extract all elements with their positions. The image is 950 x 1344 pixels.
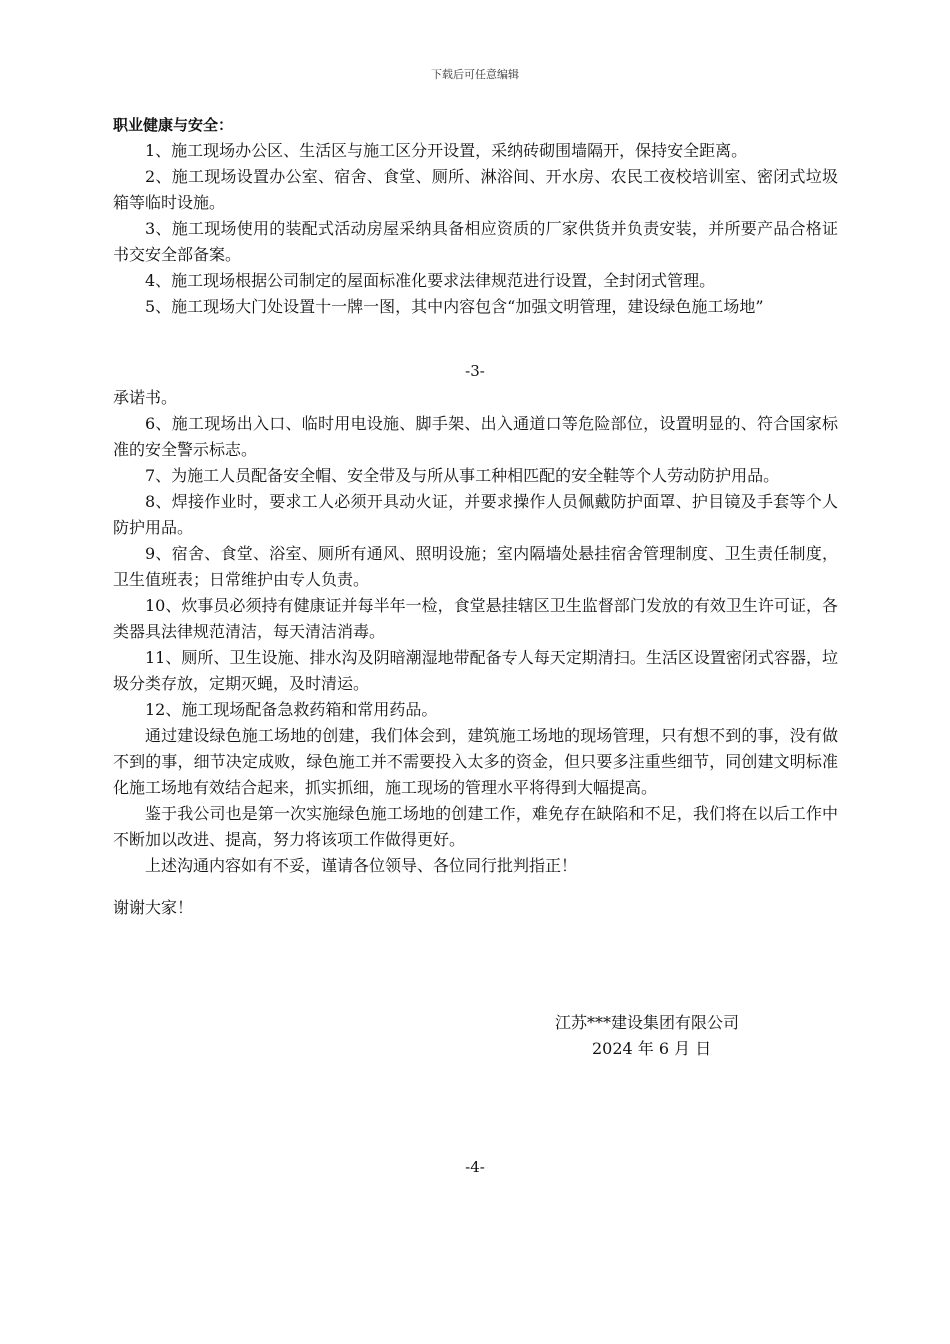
paragraph-item-7: 7、为施工人员配备安全帽、安全带及与所从事工种相匹配的安全鞋等个人劳动防护用品。 (145, 466, 780, 485)
paragraph-item-1: 1、施工现场办公区、生活区与施工区分开设置，采纳砖砌围墙隔开，保持安全距离。 (145, 141, 748, 160)
paragraph-item-8: 8、焊接作业时，要求工人必须开具动火证，并要求操作人员佩戴防护面罩、护目镜及手套等个人防护用品。 (113, 492, 838, 537)
page-number-3: -3- (465, 362, 485, 380)
paragraph-request: 上述沟通内容如有不妥，谨请各位领导、各位同行批判指正！ (145, 856, 578, 875)
section-title: 职业健康与安全： (113, 116, 234, 134)
page-4-content (113, 385, 838, 921)
paragraph-continuation: 承诺书。 (113, 388, 178, 407)
company-name: 江苏***建设集团有限公司 (555, 1013, 740, 1032)
closing-thanks: 谢谢大家！ (113, 898, 194, 917)
page-number-4: -4- (465, 1158, 485, 1176)
signature-block (555, 1010, 739, 1062)
page-3-content (113, 112, 838, 320)
paragraph-item-5: 5、施工现场大门处设置十一牌一图，其中内容包含“加强文明管理，建设绿色施工场地” (145, 297, 764, 316)
paragraph-item-11: 11、厕所、卫生设施、排水沟及阴暗潮湿地带配备专人每天定期清扫。生活区设置密闭式容器，垃圾分类存放，定期灭蝇，及时清运。 (113, 648, 838, 693)
paragraph-summary: 通过建设绿色施工场地的创建，我们体会到，建筑施工场地的现场管理，只有想不到的事，没有做不到的事，细节决定成败，绿色施工并不需要投入太多的资金，但只要多注重些细节，同创建文明标准化施工场地有效结合起来，抓实抓细，施工现场的管理水平将得到大幅提高。 (113, 726, 838, 797)
signature-date: 2024 年 6 月 日 (592, 1039, 712, 1058)
paragraph-item-6: 6、施工现场出入口、临时用电设施、脚手架、出入通道口等危险部位，设置明显的、符合国家标准的安全警示标志。 (113, 414, 838, 459)
paragraph-item-12: 12、施工现场配备急救药箱和常用药品。 (145, 700, 438, 719)
paragraph-item-4: 4、施工现场根据公司制定的屋面标准化要求法律规范进行设置，全封闭式管理。 (145, 271, 716, 290)
paragraph-item-2: 2、施工现场设置办公室、宿舍、食堂、厕所、淋浴间、开水房、农民工夜校培训室、密闭式垃圾箱等临时设施。 (113, 167, 838, 212)
paragraph-item-10: 10、炊事员必须持有健康证并每半年一检，食堂悬挂辖区卫生监督部门发放的有效卫生许可证，各类器具法律规范清洁，每天清洁消毒。 (113, 596, 838, 641)
paragraph-item-3: 3、施工现场使用的装配式活动房屋采纳具备相应资质的厂家供货并负责安装，并所要产品合格证书交安全部备案。 (113, 219, 838, 264)
paragraph-item-9: 9、宿舍、食堂、浴室、厕所有通风、照明设施；室内隔墙处悬挂宿舍管理制度、卫生责任制度，卫生值班表；日常维护由专人负责。 (113, 544, 838, 589)
paragraph-improvement: 鉴于我公司也是第一次实施绿色施工场地的创建工作，难免存在缺陷和不足，我们将在以后工作中不断加以改进、提高，努力将该项工作做得更好。 (113, 804, 838, 849)
header-note: 下载后可任意编辑 (431, 68, 519, 81)
